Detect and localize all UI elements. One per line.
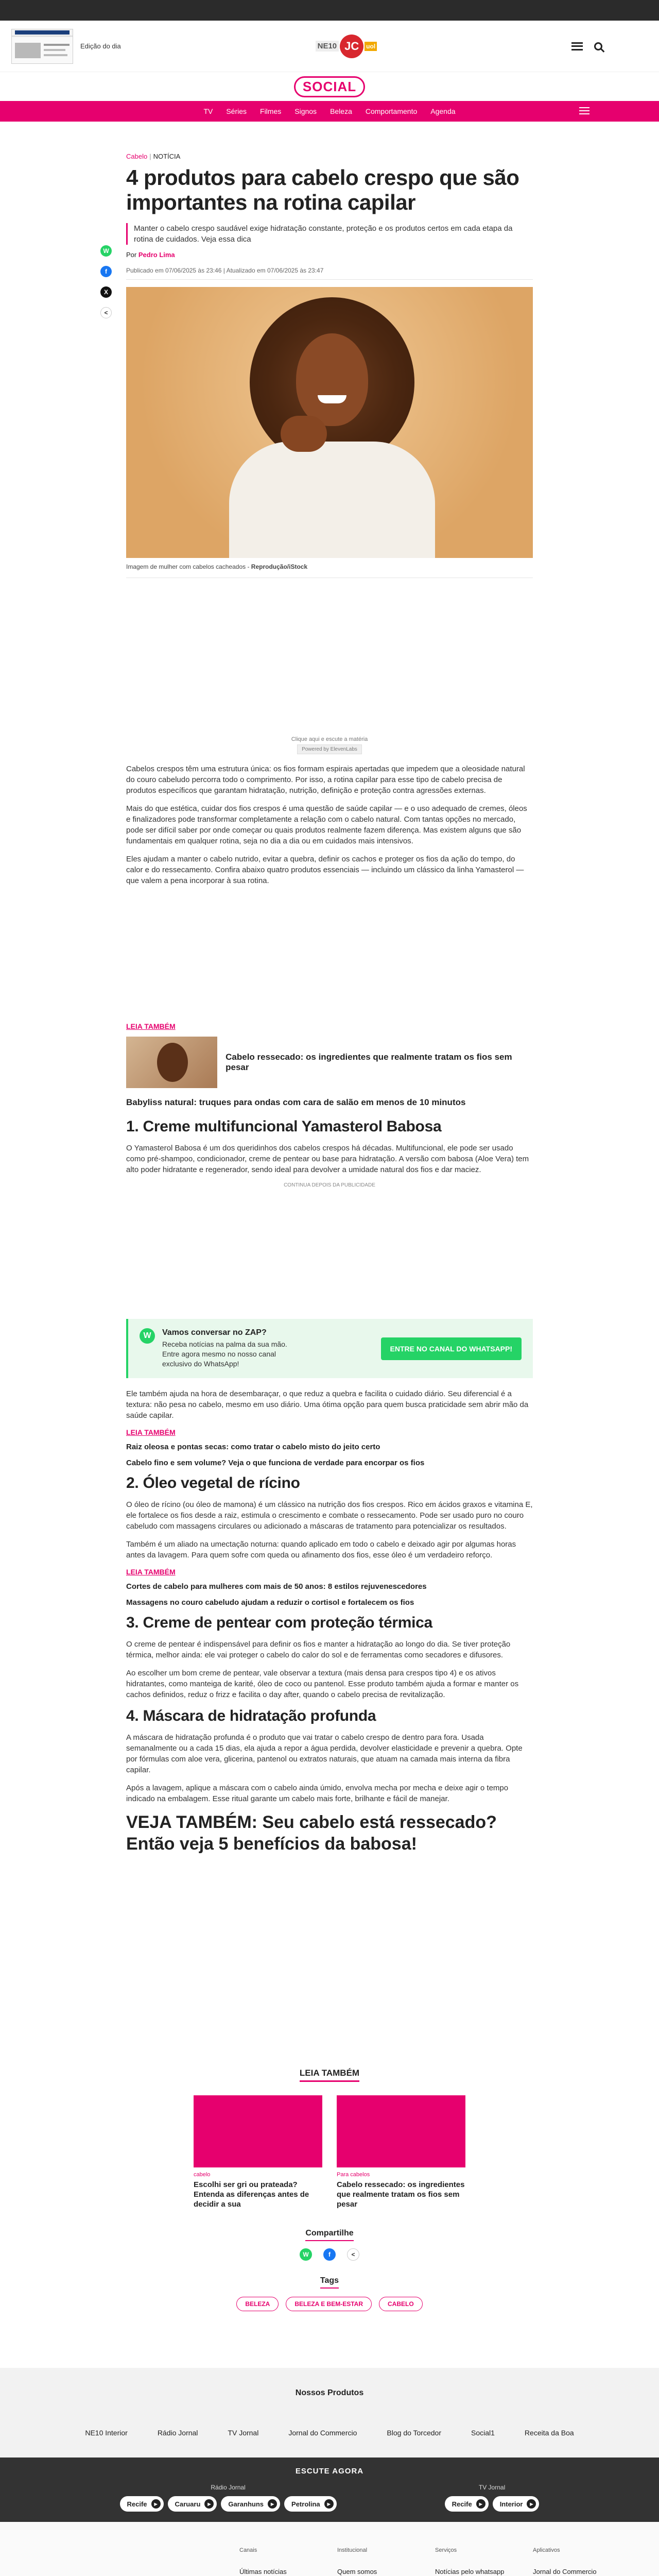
- footer-column-label: Serviços: [435, 2547, 457, 2553]
- article-lead: Manter o cabelo crespo saudável exige hidratação constante, proteção e os produtos certos em cada etapa da rotina de cuidados. Veja essa dica: [126, 223, 533, 245]
- footer-column: [337, 2545, 435, 2576]
- nav-menu-icon[interactable]: [579, 107, 589, 114]
- breadcrumb-section[interactable]: Cabelo: [126, 152, 148, 160]
- nav-item-tv[interactable]: TV: [203, 107, 213, 115]
- station-button[interactable]: Recife ▶: [445, 2496, 489, 2512]
- related-card-image[interactable]: [337, 2095, 465, 2167]
- search-icon[interactable]: [594, 42, 602, 50]
- jc-logo[interactable]: [316, 35, 377, 58]
- ne10-logo: NE10: [316, 41, 339, 52]
- paragraph: Mais do que estética, cuidar dos fios crespos é uma questão de saúde capilar — e o uso adequado de cremes, óleos e finalizadores pode transformar completamente a relação com o cabelo natural. Com tantas opções no mercado, pode ser difícil saber por onde começar ou quais produtos realmente fazem diferença. Mas existem alguns que são fundamentais em qualquer rotina, seja no dia a dia ou em cuidados mais intensivos.: [126, 804, 527, 845]
- paragraph: A máscara de hidratação profunda é o produto que vai tratar o cabelo crespo de dentro para fora. Usada semanalmente ou a cada 15 dias, ela ajuda a repor a água perdida, devolver elasticidade e prevenir a quebra. Opte por fórmulas com aloe vera, glicerina, pantenol ou extratos naturais, que atuam na camada mais interna da fibra capilar.: [126, 1733, 523, 1774]
- whatsapp-channel-button[interactable]: ENTRE NO CANAL DO WHATSAPP!: [381, 1337, 522, 1360]
- play-icon: ▶: [324, 2499, 334, 2509]
- footer-social: [116, 2545, 239, 2576]
- product-link[interactable]: Receita da Boa: [524, 2429, 574, 2437]
- radio-group-label: Rádio Jornal: [211, 2484, 246, 2491]
- nav-item-signos[interactable]: Signos: [294, 107, 317, 115]
- related-card[interactable]: [337, 2095, 465, 2209]
- article: [103, 122, 533, 1855]
- read-also-thumbnail[interactable]: [126, 1037, 217, 1088]
- breadcrumb-type: NOTÍCIA: [153, 152, 181, 160]
- footer-column: [239, 2545, 337, 2576]
- article-title: 4 produtos para cabelo crespo que são importantes na rotina capilar: [126, 165, 519, 214]
- nav-item-comportamento[interactable]: Comportamento: [365, 107, 418, 115]
- publish-dates: Publicado em 07/06/2025 às 23:46 | Atualizado em 07/06/2025 às 23:47: [126, 267, 533, 280]
- share-icon[interactable]: <: [347, 2248, 359, 2261]
- audio-player-label[interactable]: Clique aqui e escute a matéria: [291, 736, 368, 742]
- radio-group-label: TV Jornal: [478, 2484, 506, 2491]
- nav-item-beleza[interactable]: Beleza: [330, 107, 352, 115]
- whatsapp-icon[interactable]: W: [100, 245, 112, 257]
- product-link[interactable]: Rádio Jornal: [157, 2429, 198, 2437]
- header-left: [11, 29, 121, 64]
- related-card-section: cabelo: [194, 2172, 211, 2178]
- paragraph: O óleo de rícino (ou óleo de mamona) é um clássico na nutrição dos fios crespos. Rico em ácidos graxos e vitamina E, ele fortalece os fios desde a raiz, estimula o crescimento e combate o ressecamento. Pode ser usado puro no couro cabeludo com massagens circulares ou adicionado a máscaras de tratamento para potencializar os resultados.: [126, 1500, 533, 1531]
- see-also-link[interactable]: VEJA TAMBÉM: Seu cabelo está ressecado? Então veja 5 benefícios da babosa!: [126, 1812, 497, 1854]
- tag-beleza[interactable]: BELEZA: [236, 2297, 279, 2311]
- footer-link[interactable]: Últimas notícias: [239, 2568, 287, 2575]
- paragraph: Eles ajudam a manter o cabelo nutrido, evitar a quebra, definir os cachos e proteger os fios da ação do tempo, do calor e do ressecamento. Confira abaixo quatro produtos essenciais — incluindo um clássico da linha Yamasterol — que valem a pena incorporar à sua rotina.: [126, 855, 524, 885]
- breadcrumb: Cabelo | NOTÍCIA: [126, 152, 181, 160]
- read-also-card[interactable]: [126, 1037, 533, 1088]
- related-card-title[interactable]: Escolhi ser gri ou prateada? Entenda as diferenças antes de decidir a sua: [194, 2180, 309, 2209]
- author-line: [126, 251, 533, 259]
- site-footer: [0, 2522, 659, 2576]
- section-heading-1: 1. Creme multifuncional Yamasterol Babosa: [126, 1118, 442, 1135]
- nav-item-series[interactable]: Séries: [226, 107, 247, 115]
- station-button[interactable]: Interior ▶: [493, 2496, 540, 2512]
- nav-item-filmes[interactable]: Filmes: [260, 107, 282, 115]
- play-icon: ▶: [204, 2499, 214, 2509]
- read-also-label: LEIA TAMBÉM: [126, 1568, 176, 1576]
- audio-player-widget[interactable]: Powered by ElevenLabs: [297, 744, 362, 754]
- products-heading: Nossos Produtos: [295, 2388, 364, 2397]
- category-nav: [0, 101, 659, 122]
- read-also-title[interactable]: Cabelo ressecado: os ingredientes que realmente tratam os fios sem pesar: [226, 1052, 512, 1072]
- edition-label[interactable]: Edição do dia: [80, 42, 121, 50]
- radio-group: [120, 2484, 337, 2512]
- play-icon: ▶: [527, 2499, 536, 2509]
- header-icons: [571, 42, 602, 50]
- product-link[interactable]: Social1: [471, 2429, 495, 2437]
- play-icon: ▶: [151, 2499, 161, 2509]
- uol-logo: uol: [365, 42, 377, 51]
- footer-column-label: Canais: [239, 2547, 257, 2553]
- ad-space: [126, 893, 533, 1022]
- related-link[interactable]: Babyliss natural: truques para ondas com cara de salão em menos de 10 minutos: [126, 1097, 466, 1107]
- station-button[interactable]: Caruaru ▶: [168, 2496, 217, 2512]
- facebook-icon[interactable]: f: [100, 266, 112, 277]
- paragraph: Ao escolher um bom creme de pentear, vale observar a textura (mais densa para crespos tipo 4) e os ativos hidratantes, como manteiga de karité, óleo de coco ou pantenol. Esse produto também ajuda a formar e manter os cachos definidos, reduz o frizz e facilita o day after, quando o cabelo precisa de revitalização.: [126, 1669, 519, 1699]
- share-label: Compartilhe: [305, 2229, 353, 2241]
- top-bar: [0, 0, 659, 21]
- whatsapp-cta-desc: Receba notícias na palma da sua mão. Entre agora mesmo no nosso canal exclusivo do WhatsApp!: [162, 1340, 287, 1368]
- paragraph: Também é um aliado na umectação noturna: quando aplicado em todo o cabelo e deixado agir por algumas horas antes da lavagem. Para quem sofre com queda ou afinamento dos fios, esse óleo é um verdadeiro reforço.: [126, 1540, 516, 1560]
- footer-link[interactable]: Notícias pelo whatsapp: [435, 2568, 505, 2575]
- product-link[interactable]: Blog do Torcedor: [387, 2429, 441, 2437]
- caption-text: Imagem de mulher com cabelos cacheados -: [126, 563, 250, 570]
- related-heading: LEIA TAMBÉM: [300, 2068, 359, 2082]
- paragraph: Cabelos crespos têm uma estrutura única: os fios formam espirais apertadas que impedem que a oleosidade natural do couro cabeludo percorra todo o comprimento. Por isso, a rotina capilar para esse tipo de cabelo precisa de produtos específicos que garantam hidratação, nutrição, definição e proteção contra agressões externas.: [126, 765, 525, 795]
- related-card-title[interactable]: Cabelo ressecado: os ingredientes que realmente tratam os fios sem pesar: [337, 2180, 465, 2209]
- audio-player-slot: [126, 578, 533, 764]
- footer-column-label: Institucional: [337, 2547, 368, 2553]
- paragraph: O creme de pentear é indispensável para definir os fios e manter a hidratação ao longo do dia. Se tiver proteção térmica, melhor ainda: ele vai proteger o cabelo do calor do sol e de ferramentas como secadores e difusores.: [126, 1640, 511, 1659]
- section-heading-4: 4. Máscara de hidratação profunda: [126, 1707, 376, 1724]
- x-twitter-icon[interactable]: X: [100, 286, 112, 298]
- section-heading-2: 2. Óleo vegetal de rícino: [126, 1475, 300, 1492]
- radio-group: [445, 2484, 540, 2512]
- jc-logo-mark: JC: [340, 35, 363, 58]
- tag-beleza-bem-estar[interactable]: BELEZA E BEM-ESTAR: [286, 2297, 372, 2311]
- paragraph: Após a lavagem, aplique a máscara com o cabelo ainda úmido, envolva mecha por mecha e deixe agir o tempo indicado na embalagem. Esse ritual garante um cabelo mais forte, brilhante e fácil de manejar.: [126, 1784, 509, 1803]
- products-section: [0, 2368, 659, 2458]
- ad-space: [126, 1188, 533, 1312]
- read-also-label: LEIA TAMBÉM: [126, 1428, 176, 1436]
- share-block: [193, 2229, 466, 2261]
- site-header: [0, 21, 659, 72]
- listen-now-bar: [0, 2458, 659, 2522]
- share-rail: [100, 245, 112, 318]
- related-link[interactable]: Cabelo fino e sem volume? Veja o que funciona de verdade para encorpar os fios: [126, 1459, 425, 1467]
- station-button[interactable]: Garanhuns ▶: [221, 2496, 280, 2512]
- whatsapp-icon[interactable]: W: [300, 2248, 312, 2261]
- paragraph: O Yamasterol Babosa é um dos queridinhos dos cabelos crespos há décadas. Multifuncional, ele pode ser usado como pré-shampoo, condicionador, creme de pentear ou base para hidratação. A versão com babosa (Aloe Vera) tem alto poder hidratante e regenerador, sendo ideal para devolver a umidade natural dos fios e dar maciez.: [126, 1144, 529, 1174]
- station-button[interactable]: Recife ▶: [120, 2496, 164, 2512]
- footer-link[interactable]: Jornal do Commercio: [533, 2568, 597, 2575]
- section-heading-3: 3. Creme de pentear com proteção térmica: [126, 1614, 432, 1631]
- menu-icon[interactable]: [571, 42, 583, 50]
- paragraph: Ele também ajuda na hora de desembaraçar, o que reduz a quebra e facilita o cuidado diário. Seu diferencial é a textura: não pesa no cabelo, mesmo em uso diário. Uma ótima opção para quem busca praticidade sem abrir mão da saúde capilar.: [126, 1389, 529, 1420]
- footer-column-label: Aplicativos: [533, 2547, 560, 2553]
- station-button[interactable]: Petrolina ▶: [284, 2496, 337, 2512]
- ad-continue-label: CONTINUA DEPOIS DA PUBLICIDADE: [284, 1182, 375, 1188]
- related-card-section: Para cabelos: [337, 2172, 370, 2178]
- related-section: [193, 2068, 466, 2311]
- caption-credit: Reprodução/iStock: [251, 563, 308, 570]
- footer-column: [533, 2545, 631, 2576]
- whatsapp-cta-title: Vamos conversar no ZAP?: [162, 1328, 267, 1337]
- read-also-label: LEIA TAMBÉM: [126, 1022, 176, 1030]
- tag-cabelo[interactable]: CABELO: [379, 2297, 423, 2311]
- related-link[interactable]: Massagens no couro cabeludo ajudam a reduzir o cortisol e fortalecem os fios: [126, 1598, 414, 1607]
- author-prefix: Por: [126, 251, 137, 259]
- tags-label: Tags: [320, 2276, 339, 2289]
- author-name[interactable]: Pedro Lima: [138, 251, 175, 259]
- product-link[interactable]: TV Jornal: [228, 2429, 259, 2437]
- whatsapp-cta: [126, 1319, 533, 1378]
- whatsapp-icon: W: [140, 1328, 155, 1344]
- ad-space: [0, 1867, 659, 2068]
- hero-image: [126, 287, 533, 558]
- related-card-image[interactable]: [194, 2095, 322, 2167]
- footer-column: [435, 2545, 533, 2576]
- listen-now-heading: ESCUTE AGORA: [295, 2467, 364, 2476]
- related-card[interactable]: [194, 2095, 322, 2209]
- section-logo-text: SOCIAL: [294, 76, 365, 97]
- related-link[interactable]: Cortes de cabelo para mulheres com mais de 50 anos: 8 estilos rejuvenescedores: [126, 1582, 427, 1591]
- product-link[interactable]: Jornal do Commercio: [288, 2429, 357, 2437]
- footer-link[interactable]: Quem somos: [337, 2568, 377, 2575]
- newspaper-edition-thumbnail[interactable]: [11, 29, 73, 64]
- play-icon: ▶: [476, 2499, 485, 2509]
- section-logo[interactable]: [0, 72, 659, 101]
- tags-block: [193, 2276, 466, 2311]
- related-link[interactable]: Raiz oleosa e pontas secas: como tratar o cabelo misto do jeito certo: [126, 1443, 380, 1451]
- facebook-icon[interactable]: f: [323, 2248, 336, 2261]
- nav-item-agenda[interactable]: Agenda: [430, 107, 456, 115]
- play-icon: ▶: [268, 2499, 277, 2509]
- image-caption: [126, 558, 533, 578]
- share-icon[interactable]: <: [100, 307, 112, 318]
- product-link[interactable]: NE10 Interior: [85, 2429, 128, 2437]
